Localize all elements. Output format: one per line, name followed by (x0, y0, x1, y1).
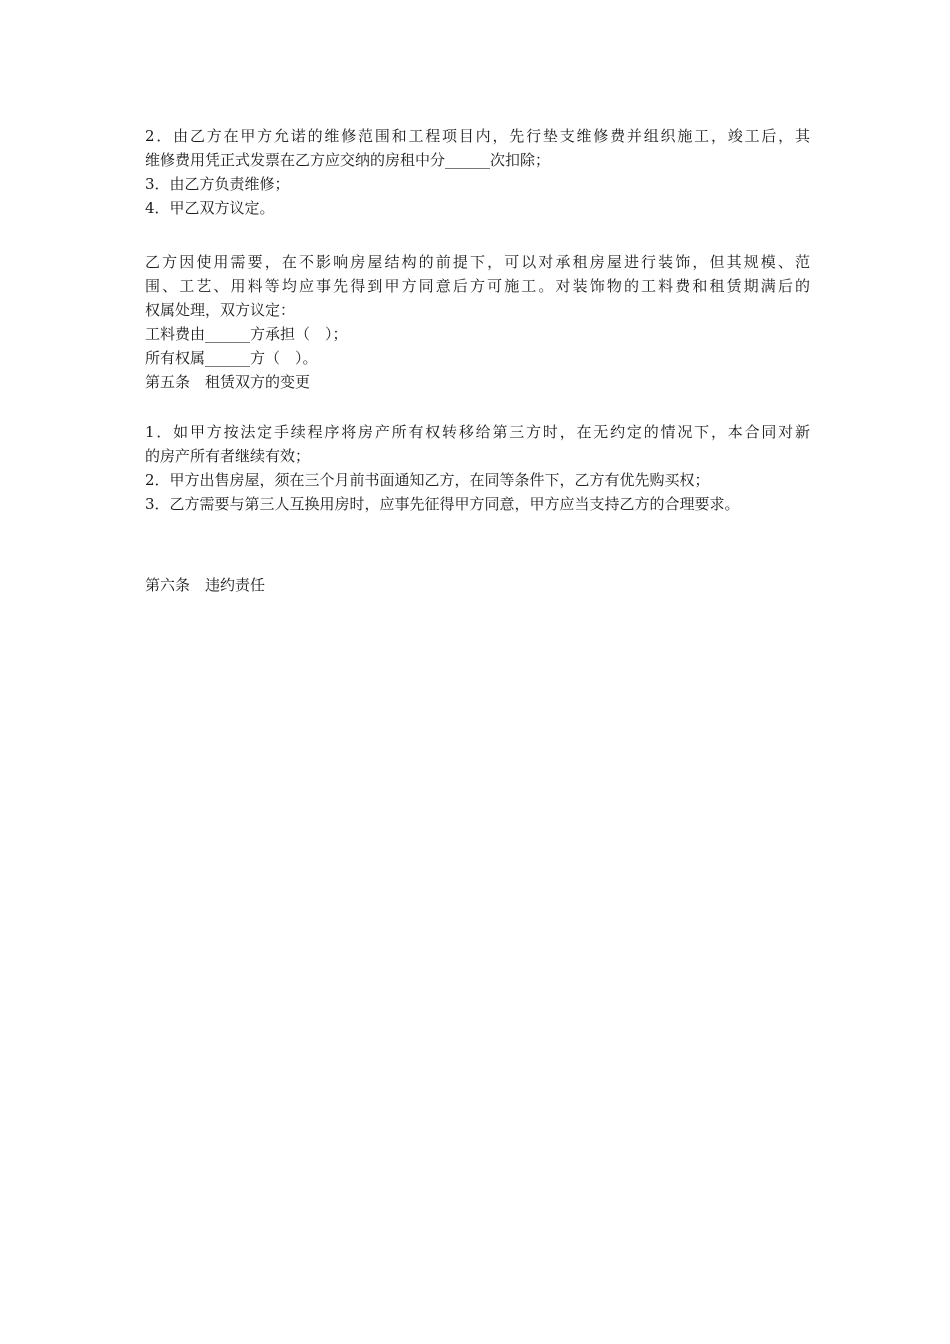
decoration-text-line-2: 围、工艺、用料等均应事先得到甲方同意后方可施工。对装饰物的工料费和租赁期满后的 (145, 277, 810, 295)
decoration-text-line-3: 权属处理，双方议定： (145, 301, 296, 319)
repair-item-3: 3．由乙方负责维修； (145, 175, 290, 193)
change-item-3: 3．乙方需要与第三人互换用房时，应事先征得甲方同意，甲方应当支持乙方的合理要求。 (145, 495, 740, 513)
party-change-list (145, 420, 810, 516)
decoration-text-line-1: 乙方因使用需要，在不影响房屋结构的前提下，可以对承租房屋进行装饰，但其规模、范 (145, 253, 810, 271)
material-cost-clause: 工料费由______方承担（ ）； (145, 325, 348, 343)
ownership-clause: 所有权属______方（ ）。 (145, 349, 318, 367)
repair-item-4: 4．甲乙双方议定。 (145, 199, 275, 217)
repair-terms-list (145, 124, 810, 220)
change-item-1-line-1: 1．如甲方按法定手续程序将房产所有权转移给第三方时，在无约定的情况下，本合同对新 (145, 423, 810, 441)
article-5-heading: 第五条 租赁双方的变更 (145, 373, 311, 391)
repair-item-2-line-1: 2．由乙方在甲方允诺的维修范围和工程项目内，先行垫支维修费并组织施工，竣工后，其 (145, 127, 810, 145)
repair-item-2-line-2: 维修费用凭正式发票在乙方应交纳的房租中分______次扣除； (145, 151, 551, 169)
decoration-paragraph (145, 250, 810, 394)
breach-section (145, 573, 810, 597)
change-item-1-line-2: 的房产所有者继续有效； (145, 447, 311, 465)
article-6-heading: 第六条 违约责任 (145, 576, 266, 594)
change-item-2: 2．甲方出售房屋，须在三个月前书面通知乙方，在同等条件下，乙方有优先购买权； (145, 471, 710, 489)
